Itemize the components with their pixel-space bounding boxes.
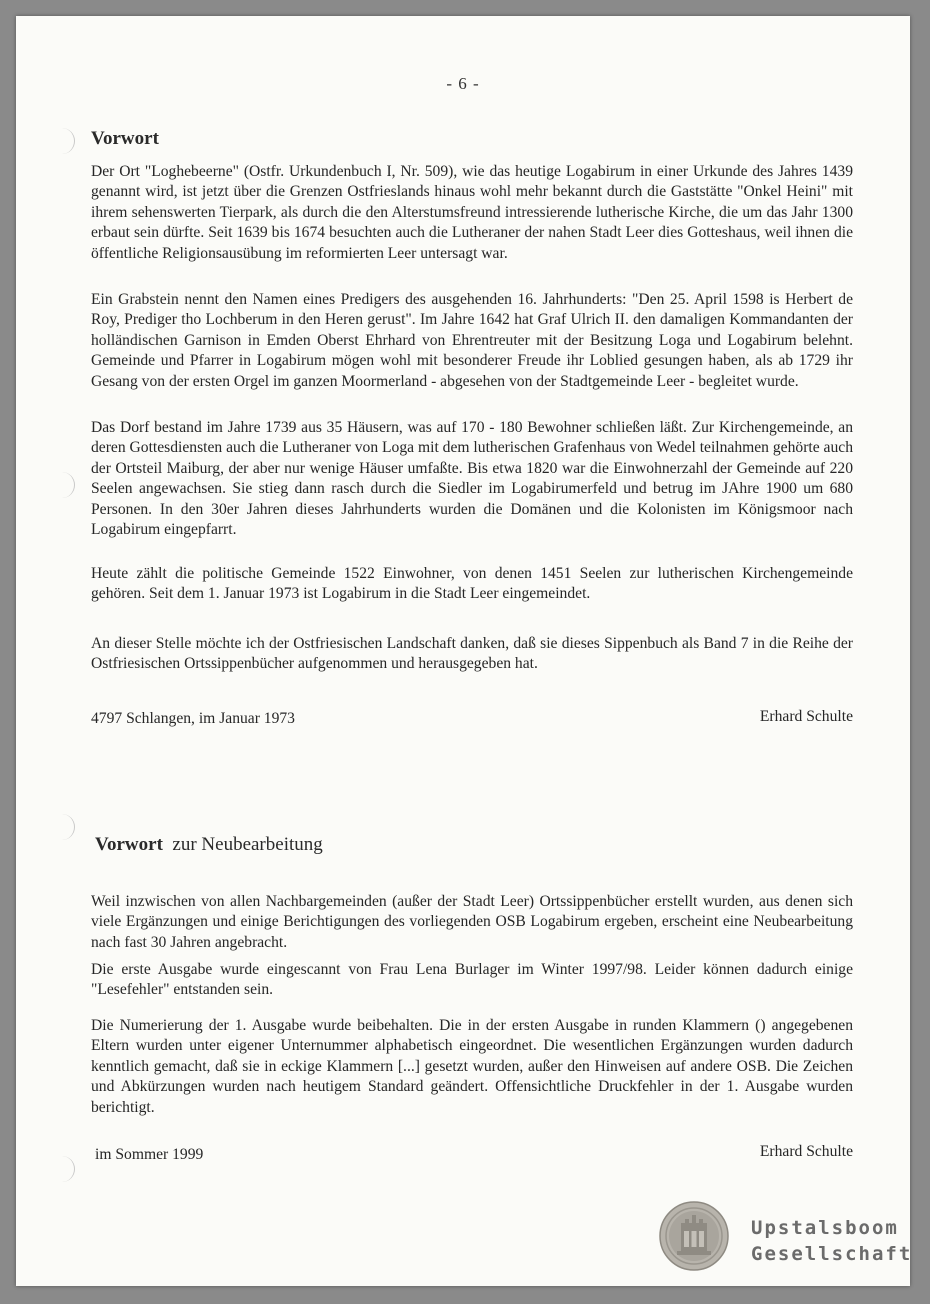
document-page — [16, 16, 913, 1286]
paragraph: Ein Grabstein nennt den Namen eines Predigers des ausgehenden 16. Jahrhunderts: "Den 25. April 1598 is Herbert de Roy, Prediger tho Lochberum in den Heren gerust". Im Jahre 1642 hat Graf Ulrich II. den damaligen Kommandanten der holländischen Garnison in Emden Oberst Ehrhard von Ehrentreuter mit der Besitzung Loga und Logabirum belehnt. Gemeinde und Pfarrer in Logabirum mögen wohl mit besonderer Freude ihr Loblied gesungen haben, als ab 1729 ihr Gesang von der ersten Orgel im ganzen Moormerland - abgesehen von der Stadtgemeinde Leer - begleitet wurde. — [91, 291, 853, 390]
paragraph: An dieser Stelle möchte ich der Ostfriesischen Landschaft danken, daß sie dieses Sippenbuch als Band 7 in die Reihe der Ostfriesischen Ortssippenbücher aufgenommen und herausgegeben hat. — [91, 635, 853, 673]
upstalsboom-logo — [659, 1201, 913, 1271]
paragraph: Heute zählt die politische Gemeinde 1522 Einwohner, von denen 1451 Seelen zur lutherischen Kirchengemeinde gehören. Seit dem 1. Januar 1973 ist Logabirum in die Stadt Leer eingemeindet. — [91, 565, 853, 603]
logo-text-line1: Upstalsboom — [751, 1217, 899, 1239]
paragraph: Der Ort "Loghebeerne" (Ostfr. Urkundenbuch I, Nr. 509), wie das heutige Logabirum in einer Urkunde des Jahres 1439 genannt wird, ist jetzt über die Grenzen Ostfrieslands hinaus wohl mehr bekannt durch die Gaststätte "Onkel Heini" mit ihrem sehenswerten Tierpark, als durch die den Alterstumsfreund intressierende lutherische Kirche, die um das Jahr 1300 erbaut sein dürfte. Seit 1639 bis 1674 besuchten auch die Lutheraner der nahen Stadt Leer dies Gotteshaus, weil ihnen die öffentliche Religionsausübung im reformierten Leer untersagt war. — [91, 163, 853, 262]
punch-hole-icon — [60, 128, 75, 154]
punch-hole-icon — [60, 1156, 75, 1182]
section-heading-vorwort: Vorwort — [91, 128, 159, 149]
logo-text-line2: Gesellschaft — [751, 1243, 913, 1265]
paragraph: Die erste Ausgabe wurde eingescannt von Frau Lena Burlager im Winter 1997/98. Leider können dadurch einige "Lesefehler" entstanden sein. — [91, 961, 853, 999]
paragraph: Weil inzwischen von allen Nachbargemeinden (außer der Stadt Leer) Ortssippenbücher erstellt wurden, aus denen sich viele Ergänzungen und einige Berichtigungen des vorliegenden OSB Logabirum ergeben, erscheint eine Neubearbeitung nach fast 30 Jahren angebracht. — [91, 893, 853, 951]
paragraph: Die Numerierung der 1. Ausgabe wurde beibehalten. Die in der ersten Ausgabe in runden Klammern () angegebenen Eltern wurden unter eigener Unternummer alphabetisch eingeordnet. Die wesentlichen Ergänzungen wurden dadurch kenntlich gemacht, daß sie in eckige Klammern [...] gesetzt wurden, außer den Hinweisen auf andere OSB. Die Zeichen und Abkürzungen wurden nach heutigem Standard geändert. Offensichtliche Druckfehler in der 1. Ausgabe wurden berichtigt. — [91, 1017, 853, 1116]
seal-icon — [659, 1201, 729, 1271]
section-heading-neubearbeitung: Vorwort zur Neubearbeitung — [95, 834, 323, 855]
paragraph: Das Dorf bestand im Jahre 1739 aus 35 Häusern, was auf 170 - 180 Bewohner schließen läßt. Zur Kirchengemeinde, an deren Gottesdiensten auch die Lutheraner von Loga mit dem lutherischen Grafenhaus von Wedel teilnahmen gehörte auch der Ortsteil Maiburg, der aber nur wenige Häuser umfaßte. Bis etwa 1820 war die Einwohnerzahl der Gemeinde auf 220 Seelen angewachsen. Sie stieg dann rasch durch die Siedler im Logabirumerfeld und betrug im JAhre 1900 um 680 Personen. In den 30er Jahren dieses Jahrhunderts wurden die Domänen und die Kolonisten im Königsmoor nach Logabirum eingepfarrt. — [91, 419, 853, 539]
punch-hole-icon — [60, 472, 75, 498]
page-number: - 6 - — [446, 74, 480, 93]
author-signature: Erhard Schulte — [759, 708, 853, 725]
place-date: 4797 Schlangen, im Januar 1973 — [91, 710, 295, 727]
punch-hole-icon — [60, 814, 75, 840]
author-signature: Erhard Schulte — [759, 1143, 853, 1160]
date: im Sommer 1999 — [95, 1146, 204, 1163]
